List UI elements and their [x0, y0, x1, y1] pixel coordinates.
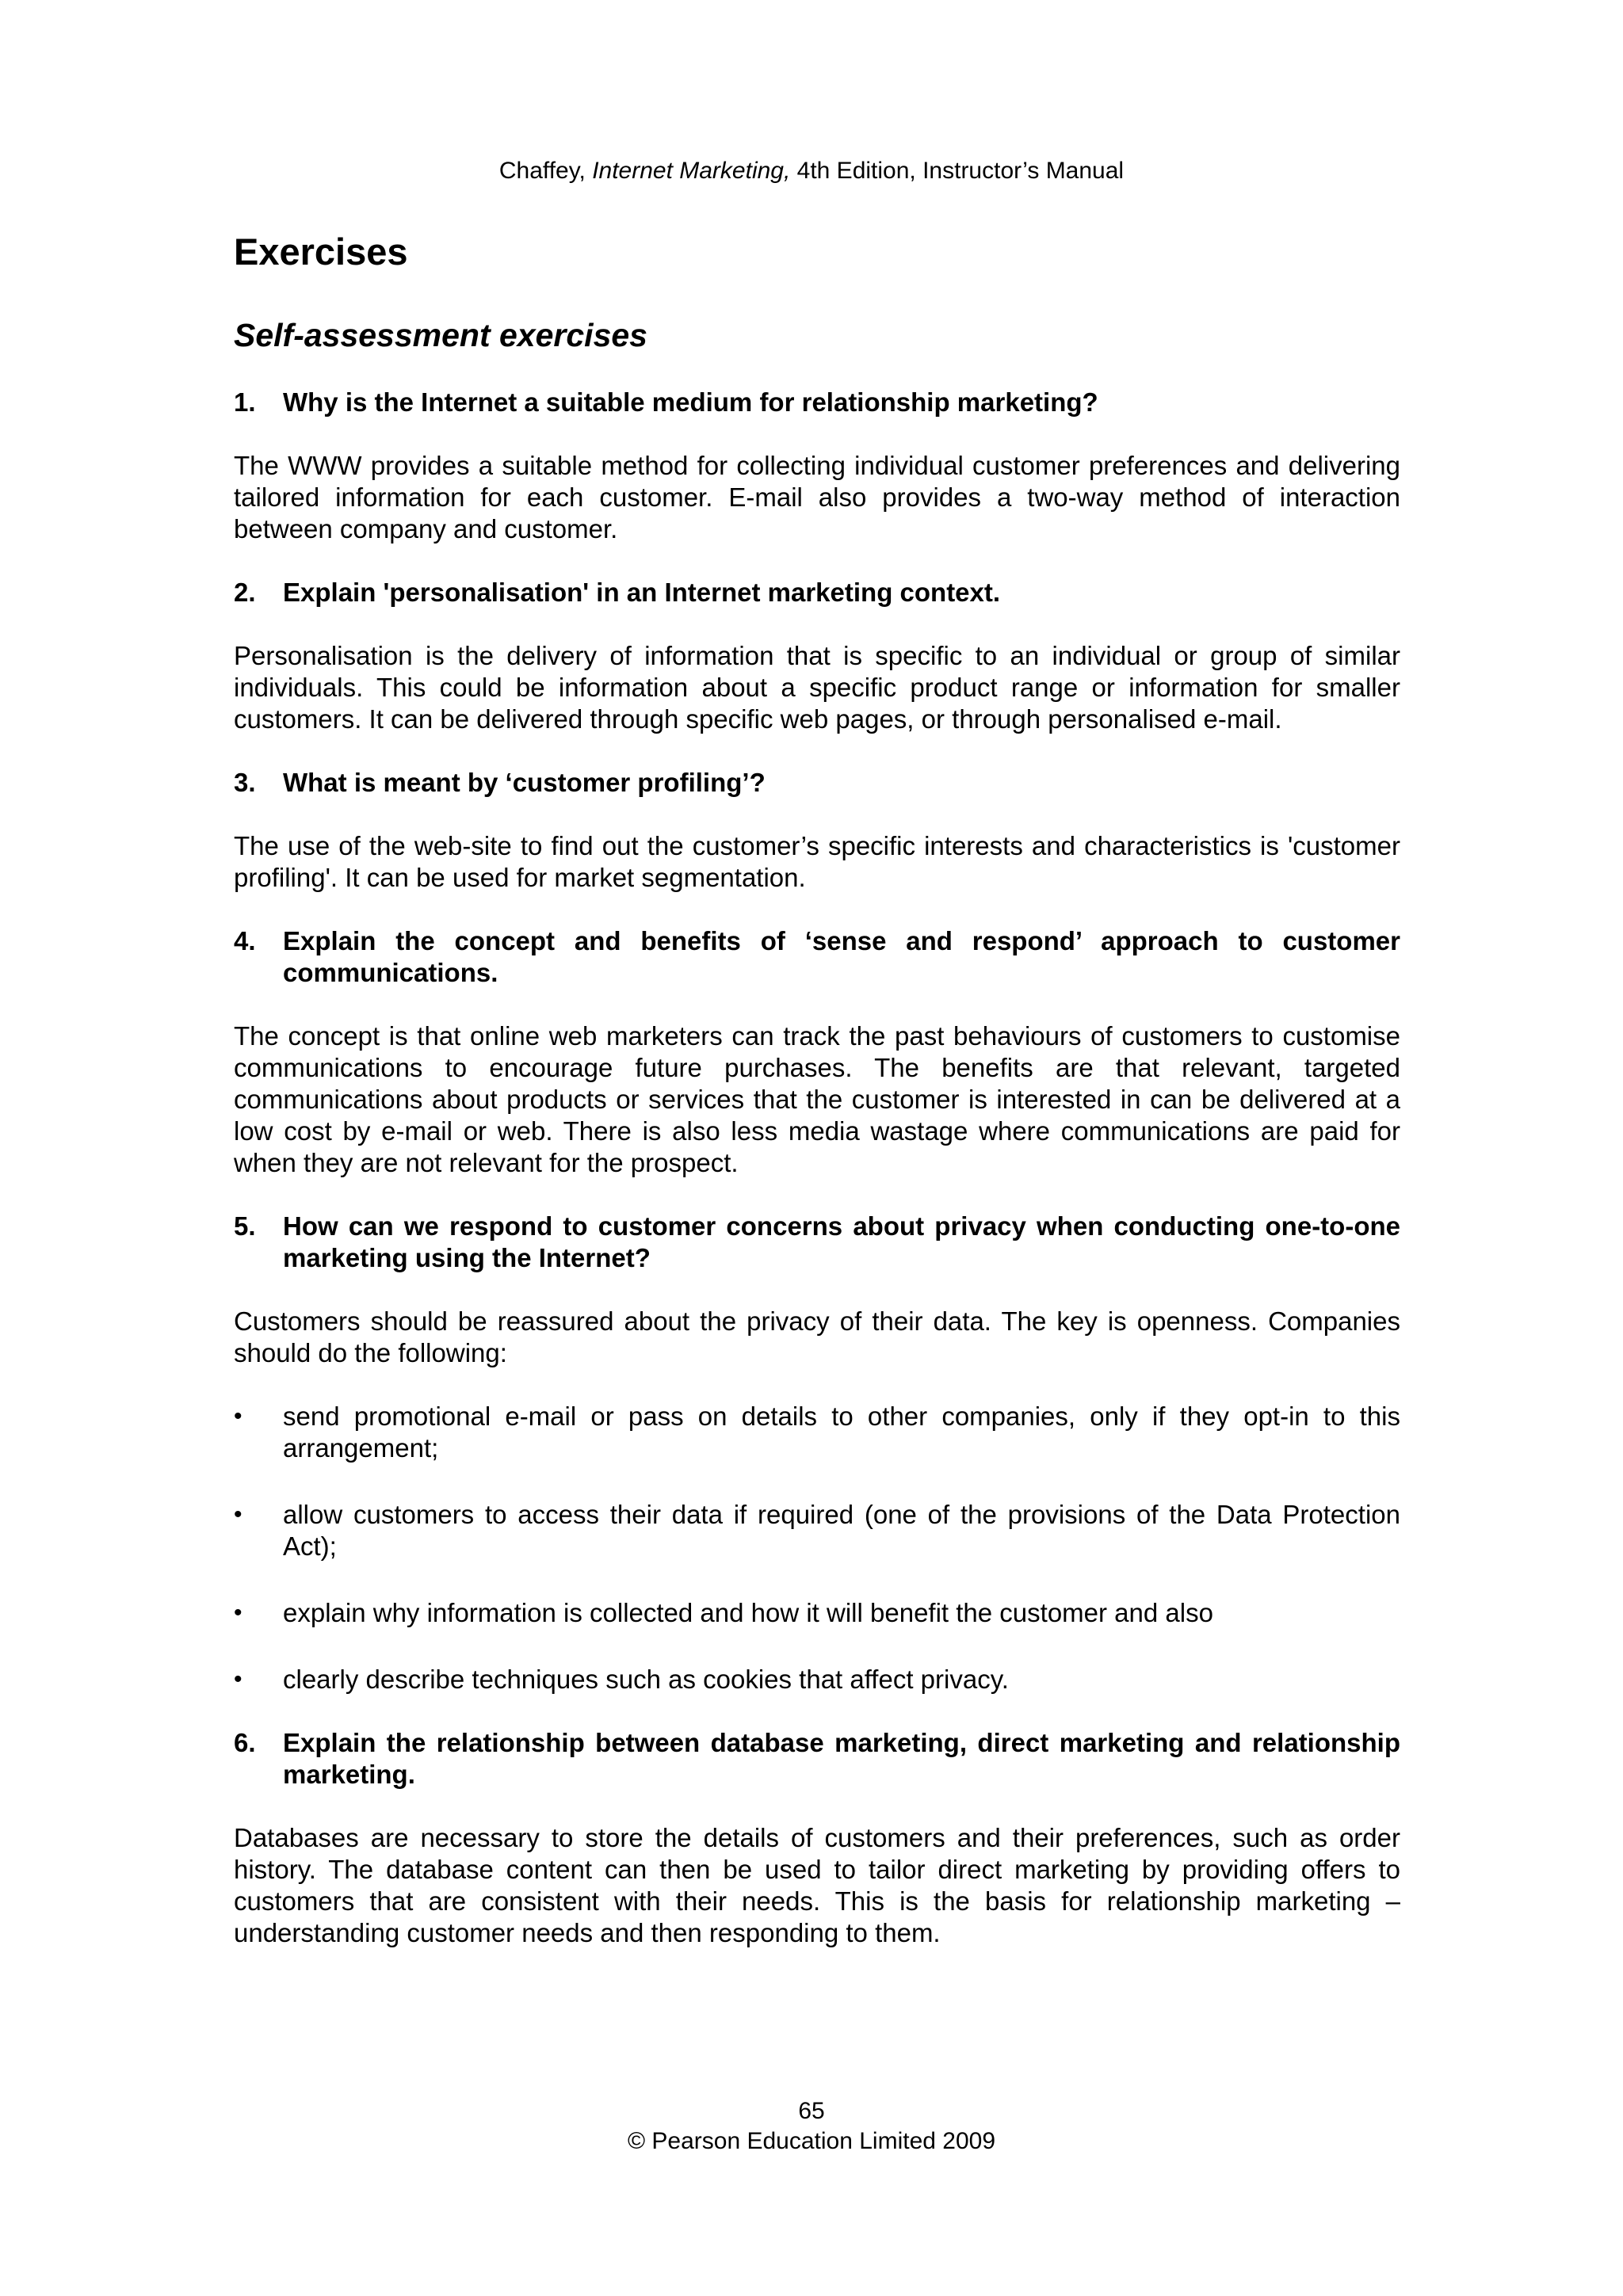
question-text: Why is the Internet a suitable medium for relationship marketing?: [283, 387, 1098, 417]
list-item: [234, 1499, 1400, 1562]
question-text: How can we respond to customer concerns about privacy when conducting one-to-one marketing using the Internet?: [283, 1211, 1400, 1272]
answer-5: Customers should be reassured about the privacy of their data. The key is openness. Companies should do the following:: [234, 1306, 1400, 1367]
header-author: Chaffey,: [498, 158, 593, 184]
page-number: 65: [798, 2098, 825, 2124]
header-book-title: Internet Marketing,: [592, 158, 791, 184]
list-item: [234, 1401, 1400, 1464]
answer-6: Databases are necessary to store the details of customers and their preferences, such as order history. The database content can then be used to tailor direct marketing by providing offers to customers that are consistent with their needs. This is the basis for relationship marketing – understanding customer needs and then responding to them.: [234, 1823, 1400, 1947]
question-text: Explain 'personalisation' in an Internet marketing context.: [283, 578, 1001, 607]
question-1: [234, 387, 1400, 418]
question-text: Explain the relationship between database marketing, direct marketing and relationship marketing.: [283, 1728, 1400, 1789]
question-4: [234, 925, 1400, 989]
question-text: What is meant by ‘customer profiling’?: [283, 768, 766, 797]
answer-2: Personalisation is the delivery of information that is specific to an individual or group of similar individuals. This could be information about a specific product range or information for smaller customers. It can be delivered through specific web pages, or through personalised e-mail.: [234, 641, 1400, 734]
section-title: Exercises: [234, 231, 408, 273]
page-content: [234, 230, 1400, 1949]
bullet-icon: •: [234, 1501, 242, 1527]
question-number: 3.: [234, 768, 256, 797]
question-text: Explain the concept and benefits of ‘sense and respond’ approach to customer communications.: [283, 926, 1400, 987]
answer-3: The use of the web-site to find out the customer’s specific interests and characteristics is 'customer profiling'. It can be used for market segmentation.: [234, 831, 1400, 892]
list-item-text: allow customers to access their data if required (one of the provisions of the Data Protection Act);: [283, 1500, 1400, 1561]
answer-4: The concept is that online web marketers can track the past behaviours of customers to customise communications to encourage future purchases. The benefits are that relevant, targeted communications about products or services that the customer is interested in can be delivered at a low cost by e-mail or web. There is also less media wastage where communications are paid for when they are not relevant for the prospect.: [234, 1021, 1400, 1177]
list-item-text: send promotional e-mail or pass on details to other companies, only if they opt-in to this arrangement;: [283, 1402, 1400, 1463]
question-number: 6.: [234, 1728, 256, 1757]
page-footer: [0, 2096, 1623, 2157]
privacy-bullet-list: [234, 1401, 1400, 1695]
question-6: [234, 1727, 1400, 1791]
subsection-title: Self-assessment exercises: [234, 317, 647, 353]
list-item-text: clearly describe techniques such as cookies that affect privacy.: [283, 1665, 1009, 1694]
copyright-notice: © Pearson Education Limited 2009: [627, 2128, 996, 2154]
question-number: 4.: [234, 926, 256, 955]
running-header: [0, 157, 1623, 185]
header-edition: 4th Edition, Instructor’s Manual: [790, 158, 1125, 184]
bullet-icon: •: [234, 1666, 242, 1692]
question-number: 5.: [234, 1211, 256, 1241]
question-2: [234, 577, 1400, 608]
question-number: 1.: [234, 387, 256, 417]
answer-1: The WWW provides a suitable method for collecting individual customer preferences and delivering tailored information for each customer. E-mail also provides a two-way method of interaction between company and customer.: [234, 451, 1400, 543]
question-number: 2.: [234, 578, 256, 607]
question-3: [234, 767, 1400, 799]
list-item: [234, 1664, 1400, 1695]
list-item-text: explain why information is collected and how it will benefit the customer and also: [283, 1598, 1213, 1627]
list-item: [234, 1597, 1400, 1629]
bullet-icon: •: [234, 1403, 242, 1429]
question-5: [234, 1211, 1400, 1274]
bullet-icon: •: [234, 1600, 242, 1626]
